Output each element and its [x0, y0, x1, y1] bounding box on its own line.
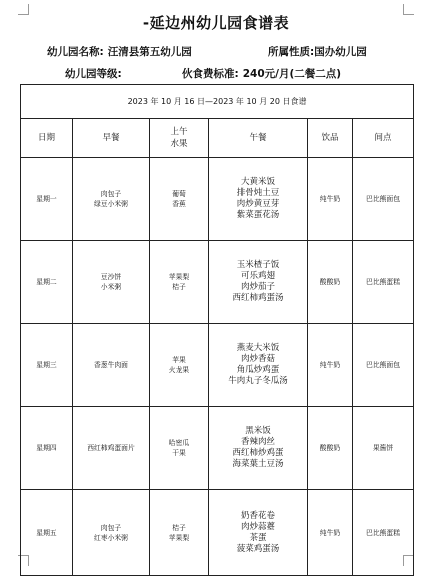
- lunch-cell-line: 奶香花卷: [240, 510, 275, 521]
- snack-cell: 巴比熊蛋糕: [353, 490, 414, 576]
- lunch-cell-line: 大黄米饭: [240, 177, 275, 187]
- nature-value: 国办幼儿园: [314, 46, 367, 58]
- fruit-cell-line: 干果: [172, 449, 186, 457]
- day-cell: 星期四: [21, 407, 73, 490]
- kindergarten-value: 汪清县第五幼儿园: [107, 46, 192, 58]
- snack-cell: 巴比熊面包: [353, 158, 414, 241]
- breakfast-cell-line: 肉包子: [100, 523, 122, 532]
- breakfast-cell: [73, 490, 150, 576]
- menu-row: [21, 241, 414, 324]
- menu-row: [21, 490, 414, 576]
- lunch-cell-line: 燕麦大米饭: [236, 343, 280, 353]
- lunch-cell-line: 西红柿炒鸡蛋: [232, 448, 284, 458]
- menu-table: [20, 84, 414, 576]
- fruit-cell-line: 哈密瓜: [168, 439, 190, 447]
- lunch-cell-line: 肉炒黄豆芽: [236, 199, 280, 209]
- grade-label: 幼儿园等级:: [65, 68, 122, 80]
- lunch-cell-line: 黑米饭: [245, 426, 271, 436]
- fruit-cell: [150, 324, 209, 407]
- day-cell: 星期五: [21, 490, 73, 576]
- fruit-cell-line: 香蕉: [172, 200, 186, 208]
- lunch-cell-line: 排骨炖土豆: [236, 188, 280, 198]
- lunch-cell: [209, 158, 308, 241]
- header-fruit-line: 上午: [170, 127, 188, 137]
- fruit-cell-line: 桔子: [172, 283, 186, 291]
- breakfast-cell-line: 豆沙饼: [100, 273, 122, 281]
- header-row: [21, 119, 414, 158]
- day-cell: 星期三: [21, 324, 73, 407]
- lunch-cell: [209, 324, 308, 407]
- lunch-cell-line: 香辣肉丝: [240, 437, 275, 447]
- drink-cell: 纯牛奶: [308, 324, 353, 407]
- breakfast-cell-line: 绿豆小米粥: [94, 200, 128, 208]
- drink-cell: 酸酸奶: [308, 407, 353, 490]
- fruit-cell-line: 葡萄: [172, 190, 186, 198]
- fruit-cell-line: 火龙果: [168, 366, 190, 374]
- fruit-cell: [150, 241, 209, 324]
- lunch-cell: [209, 407, 308, 490]
- fruit-cell-line: 桔子: [172, 523, 186, 532]
- fruit-cell: [150, 490, 209, 576]
- breakfast-cell-line: 西红柿鸡蛋面片: [87, 444, 135, 452]
- drink-cell: 纯牛奶: [308, 490, 353, 576]
- lunch-cell-line: 玉米楂子饭: [236, 260, 280, 270]
- day-cell: 星期一: [21, 158, 73, 241]
- lunch-cell-line: 西红柿鸡蛋汤: [232, 293, 284, 303]
- breakfast-cell-line: 肉包子: [100, 190, 122, 198]
- fee-standard: [182, 66, 341, 81]
- breakfast-cell: [73, 407, 150, 490]
- drink-cell: 酸酸奶: [308, 241, 353, 324]
- lunch-cell-line: 肉炒茄子: [240, 282, 275, 292]
- lunch-cell-line: 海菜葉土豆汤: [232, 459, 284, 469]
- header-date: 日期: [21, 119, 73, 158]
- lunch-cell-line: 菠菜鸡蛋汤: [236, 543, 280, 554]
- fruit-cell-line: 苹果: [172, 356, 186, 364]
- breakfast-cell: [73, 241, 150, 324]
- snack-cell: 果酱饼: [353, 407, 414, 490]
- fruit-cell-line: 苹果梨: [168, 273, 190, 281]
- drink-cell: 纯牛奶: [308, 158, 353, 241]
- breakfast-cell-line: 红枣小米粥: [94, 533, 128, 542]
- breakfast-cell: [73, 158, 150, 241]
- page-title: -延边州幼儿园食谱表: [142, 14, 290, 32]
- breakfast-cell: [73, 324, 150, 407]
- menu-row: [21, 407, 414, 490]
- breakfast-cell-line: 小米粥: [100, 283, 122, 291]
- fruit-cell-line: 苹果梨: [168, 533, 190, 542]
- nature-label: 所属性质:: [268, 46, 315, 58]
- header-fruit: [150, 119, 209, 158]
- lunch-cell-line: 牛肉丸子冬瓜汤: [228, 376, 288, 386]
- date-range: 2023 年 10 月 16 日—2023 年 10 月 20 日食谱: [21, 85, 414, 119]
- menu-row: [21, 158, 414, 241]
- fruit-cell: [150, 158, 209, 241]
- lunch-cell-line: 角瓜炒鸡蛋: [236, 365, 280, 375]
- kindergarten-label: 幼儿园名称:: [47, 46, 104, 58]
- lunch-cell-line: 可乐鸡翅: [240, 271, 275, 281]
- lunch-cell-line: 肉炒蒜薹: [240, 521, 275, 532]
- lunch-cell-line: 肉炒香菇: [240, 354, 275, 364]
- breakfast-cell-line: 香葱牛肉面: [94, 361, 128, 369]
- fee-value: 240元/月(二餐二点): [242, 68, 342, 80]
- header-lunch: 午餐: [209, 119, 308, 158]
- header-breakfast: 早餐: [73, 119, 150, 158]
- snack-cell: 巴比熊面包: [353, 324, 414, 407]
- lunch-cell-line: 紫菜蛋花汤: [236, 210, 280, 220]
- menu-row: [21, 324, 414, 407]
- fee-label: 伙食费标准:: [182, 68, 239, 80]
- kindergarten-name: [47, 44, 192, 59]
- header-snack: 间点: [353, 119, 414, 158]
- lunch-cell-line: 茶蛋: [249, 532, 267, 543]
- day-cell: 星期二: [21, 241, 73, 324]
- nature: [268, 44, 367, 59]
- fruit-cell: [150, 407, 209, 490]
- header-drink: 饮品: [308, 119, 353, 158]
- header-fruit-line: 水果: [170, 139, 188, 149]
- snack-cell: 巴比熊蛋糕: [353, 241, 414, 324]
- lunch-cell: [209, 490, 308, 576]
- lunch-cell: [209, 241, 308, 324]
- grade: [65, 66, 126, 81]
